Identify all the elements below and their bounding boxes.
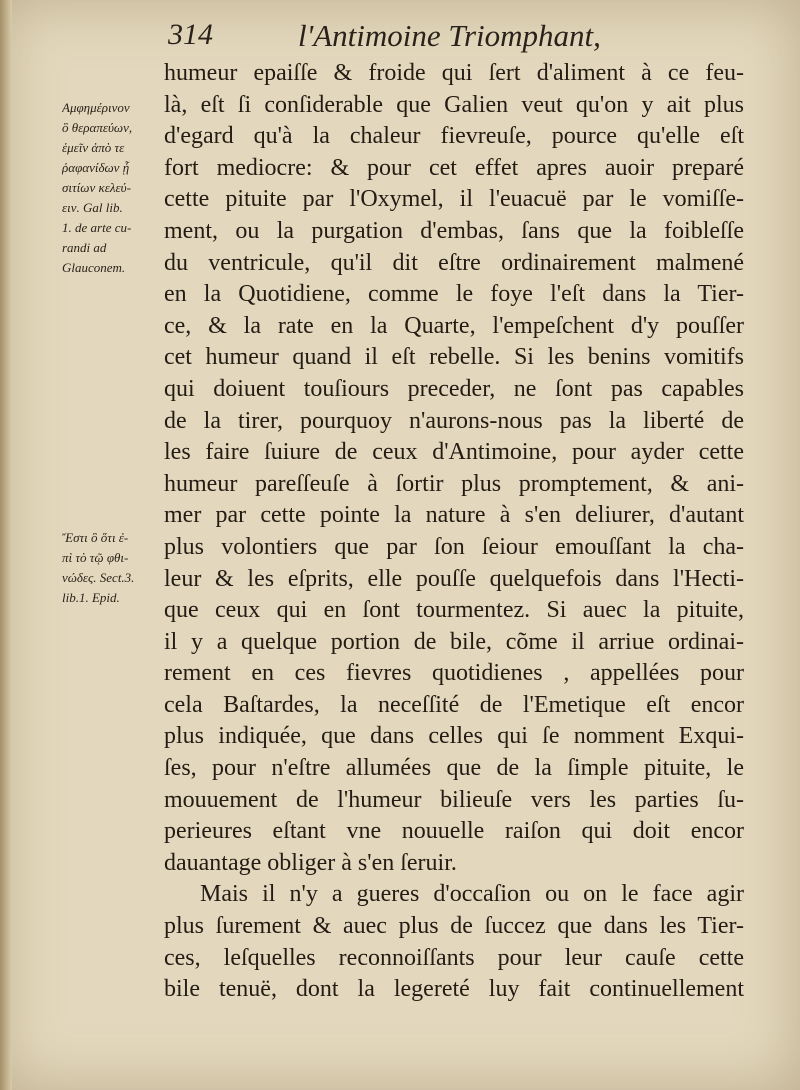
text-line: d'egard qu'à la chaleur fievreuſe, pource qu'elle eſt — [164, 123, 744, 150]
margin-note-line: Ἔστι ὃ ὅτι ἐ- — [62, 530, 129, 545]
body-text — [164, 58, 744, 1006]
text-line: que ceux qui en ſont tourmentez. Si auec la pituite, — [164, 597, 744, 624]
text-line: de la tirer, pourquoy n'aurons-nous pas la liberté de — [164, 407, 744, 434]
margin-note-galen — [62, 98, 162, 278]
text-line: là, eſt ſi conſiderable que Galien veut qu'on y ait plus — [164, 91, 744, 118]
text-line: plus indiquée, que dans celles qui ſe nomment Exqui- — [164, 723, 744, 750]
margin-note-line: Glauconem. — [62, 260, 126, 275]
margin-note-line: νώδες. Sect.3. — [62, 570, 135, 585]
text-line: plus volontiers que par ſon ſeiour emouſſant la cha- — [164, 533, 744, 560]
margin-note-epidemics — [62, 528, 162, 608]
margin-note-line: ῥαφανίδων ᾗ — [62, 160, 130, 175]
margin-note-line: ὃ θεραπεύων, — [62, 120, 133, 135]
margin-note-line: Αμφημέρινον — [62, 100, 130, 115]
text-line: plus ſurement & auec plus de ſuccez que dans les Tier- — [164, 913, 744, 940]
binding-gutter — [0, 0, 12, 1090]
page-number: 314 — [168, 18, 213, 51]
text-line: Mais il n'y a gueres d'occaſion ou on le face agir — [200, 881, 744, 908]
text-line: perieures eſtant vne nouuelle raiſon qui doit encor — [164, 818, 744, 845]
text-line: leur & les eſprits, elle pouſſe quelquefois dans l'Hectі- — [164, 565, 744, 592]
text-line: rement en ces fievres quotidienes , appellées pour — [164, 660, 744, 687]
running-title: l'Antimoine Triomphant, — [298, 18, 601, 53]
text-line: humeur epaiſſe & froide qui ſert d'aliment à ce feu- — [164, 60, 744, 86]
text-line: ſes, pour n'eſtre allumées que de la ſimple pituite, le — [164, 755, 744, 782]
text-line: les faire ſuiure de ceux d'Antimoine, pour ayder cette — [164, 439, 744, 466]
text-line: humeur pareſſeuſe à ſortir plus promptement, & ani- — [164, 470, 744, 497]
margin-note-line: randi ad — [62, 240, 107, 255]
text-line: en la Quotidiene, comme le foye l'eſt dans la Tier- — [164, 281, 744, 308]
text-line: du ventricule, qu'il dit eſtre ordinairement malmené — [164, 249, 744, 276]
text-line: mer par cette pointe la nature à s'en deliurer, d'autant — [164, 502, 744, 529]
text-line: ces, leſquelles reconnoiſſants pour leur cauſe cette — [164, 944, 744, 971]
text-line: il y a quelque portion de bile, cõme il arriue ordinai- — [164, 628, 744, 655]
text-line: qui doiuent touſiours preceder, ne ſont pas capables — [164, 375, 744, 402]
text-line: bile tenuë, dont la legereté luy fait continuellement — [164, 976, 744, 1003]
text-line: ce, & la rate en la Quarte, l'empeſchent d'y pouſſer — [164, 312, 744, 339]
text-line: cet humeur quand il eſt rebelle. Si les benins vomitifs — [164, 344, 744, 371]
text-line: cela Baſtardes, la neceſſité de l'Emetique eſt encor — [164, 691, 744, 718]
text-line: ment, ou la purgation d'embas, ſans que la foibleſſe — [164, 217, 744, 244]
text-line: fort mediocre: & pour cet effet apres auoir preparé — [164, 154, 744, 181]
margin-note-line: σιτίων κελεύ- — [62, 180, 131, 195]
text-line: cette pituite par l'Oxymel, il l'euacuë par le vomiſſe- — [164, 186, 744, 213]
margin-note-line: 1. de arte cu- — [62, 220, 132, 235]
text-line: dauantage obliger à s'en ſeruir. — [164, 849, 457, 876]
text-line: mouuement de l'humeur bilieuſe vers les parties ſu- — [164, 786, 744, 813]
margin-note-line: πὶ τὸ τῷ φθι- — [62, 550, 129, 565]
margin-note-line: lib.1. Epid. — [62, 590, 120, 605]
margin-note-line: ἑμεῖν ἀπὸ τε — [62, 140, 125, 155]
margin-note-line: ειν. Gal lib. — [62, 200, 123, 215]
